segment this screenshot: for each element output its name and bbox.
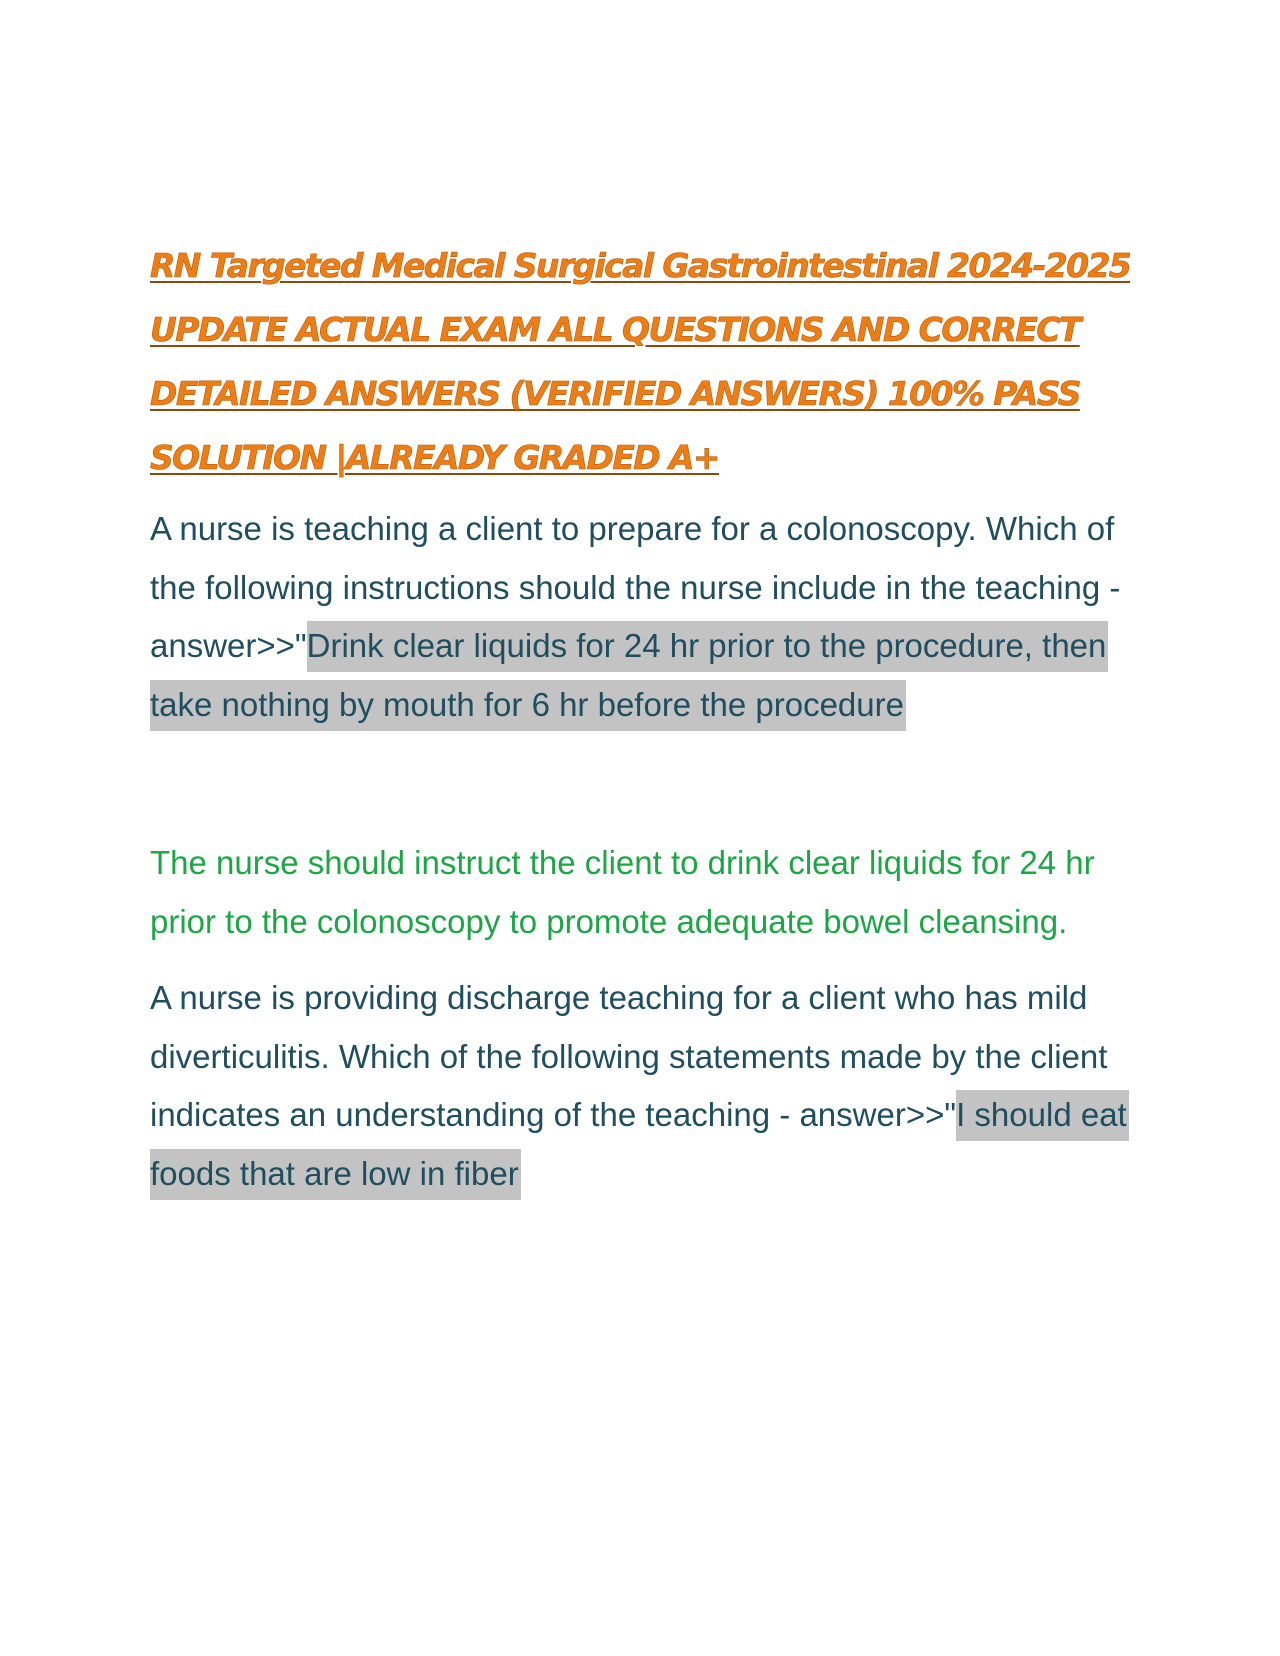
question-1-explanation: The nurse should instruct the client to drink clear liquids for 24 hr prior to the colonoscopy to promote adequate bowel cleansing. — [150, 844, 1095, 940]
question-2-prompt: A nurse is providing discharge teaching for a client who has mild diverticulitis. Which of the following statements made by the client indicates an understanding of the teaching - answer>>" — [150, 979, 1108, 1133]
question-2-answer-highlight: I should eat foods that are low in fiber — [150, 1090, 1129, 1200]
question-1-answer-highlight: Drink clear liquids for 24 hr prior to the procedure, then take nothing by mouth for 6 hr before the procedure — [150, 621, 1108, 731]
document-content — [150, 234, 1135, 1203]
question-2 — [150, 969, 1135, 1203]
spacer — [150, 734, 1135, 834]
spacer — [150, 951, 1135, 969]
question-1-prompt: A nurse is teaching a client to prepare for a colonoscopy. Which of the following instructions should the nurse include in the teaching - answer>>" — [150, 510, 1121, 664]
question-1 — [150, 500, 1135, 734]
document-title: RN Targeted Medical Surgical Gastrointestinal 2024-2025 UPDATE ACTUAL EXAM ALL QUESTIONS AND CORRECT DETAILED ANSWERS (VERIFIED ANSWERS) 100% PASS SOLUTION |ALREADY GRADED A+ — [150, 246, 1131, 477]
